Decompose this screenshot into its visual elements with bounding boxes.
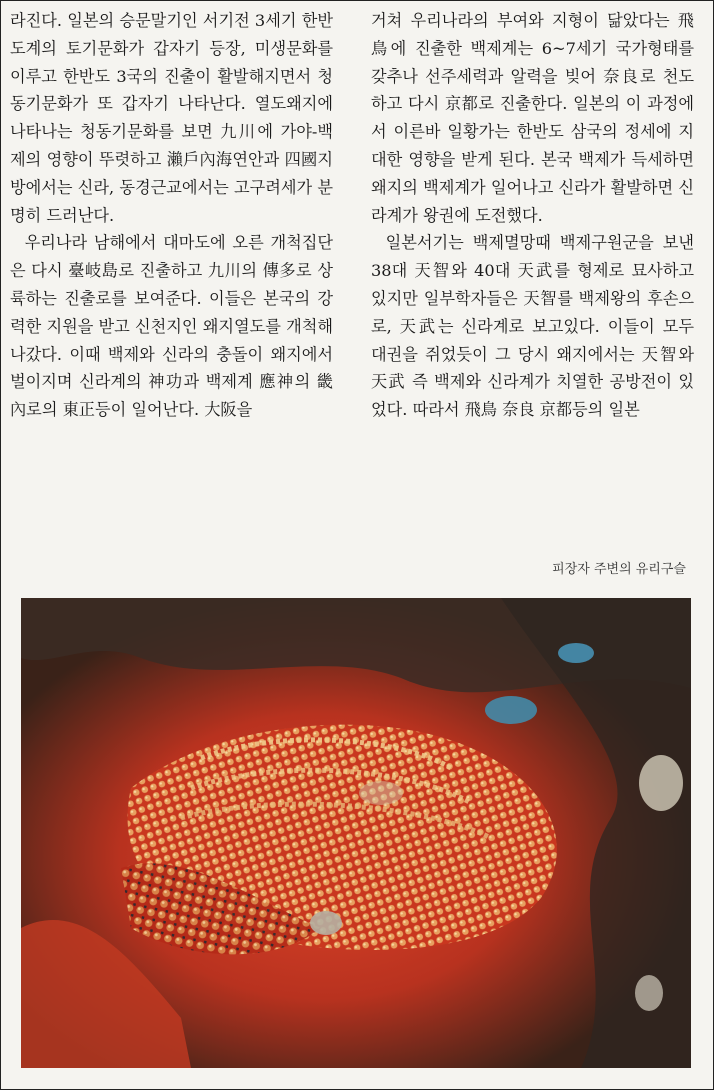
left-paragraph-1: 라진다. 일본의 승문말기인 서기전 3세기 한반도계의 토기문화가 갑자기 등장, 미생문화를 이루고 한반도 3국의 진출이 활발해지면서 청동기문화가 또 갑자기 나타난다. 열도왜지에 나타나는 청동기문화를 보면 九川에 가야-백제의 영향이 뚜렷하고 瀨戶內海연안과 四國지방에서는 신라, 동경근교에서는 고구려세가 분명히 드러난다. (10, 11, 333, 225)
right-text-column (371, 7, 694, 424)
photo-caption: 피장자 주변의 유리구슬 (552, 562, 686, 577)
right-paragraph-1: 거쳐 우리나라의 부여와 지형이 닮았다는 飛鳥에 진출한 백제계는 6~7세기 국가형태를 갖추나 선주세력과 알력을 빚어 奈良로 천도하고 다시 京都로 진출한다. 일본의 이 과정에서 이른바 일황가는 한반도 삼국의 정세에 지대한 영향을 받게 된다. 본국 백제가 득세하면 왜지의 백제계가 일어나고 신라가 활발하면 신라계가 왕권에 도전했다. (371, 11, 694, 225)
right-paragraph-2: 일본서기는 백제멸망때 백제구원군을 보낸 38대 天智와 40대 天武를 형제로 묘사하고 있지만 일부학자들은 天智를 백제왕의 후손으로, 天武는 신라계로 보고있다. 이들이 모두 대권을 쥐었듯이 그 당시 왜지에서는 天智와 天武 즉 백제와 신라계가 치열한 공방전이 있었다. 따라서 飛鳥 奈良 京都등의 일본 (371, 233, 694, 420)
glass-beads-image (21, 598, 691, 1068)
glass-beads-photo (21, 598, 691, 1068)
left-paragraph-2: 우리나라 남해에서 대마도에 오른 개척집단은 다시 臺岐島로 진출하고 九川의 傳多로 상륙하는 진출로를 보여준다. 이들은 본국의 강력한 지원을 받고 신천지인 왜지열도를 개척해 나갔다. 이때 백제와 신라의 충돌이 왜지에서 벌이지며 신라계의 神功과 백제계 應神의 畿內로의 東正등이 일어난다. 大阪을 (10, 233, 333, 420)
left-text-column (10, 7, 333, 424)
